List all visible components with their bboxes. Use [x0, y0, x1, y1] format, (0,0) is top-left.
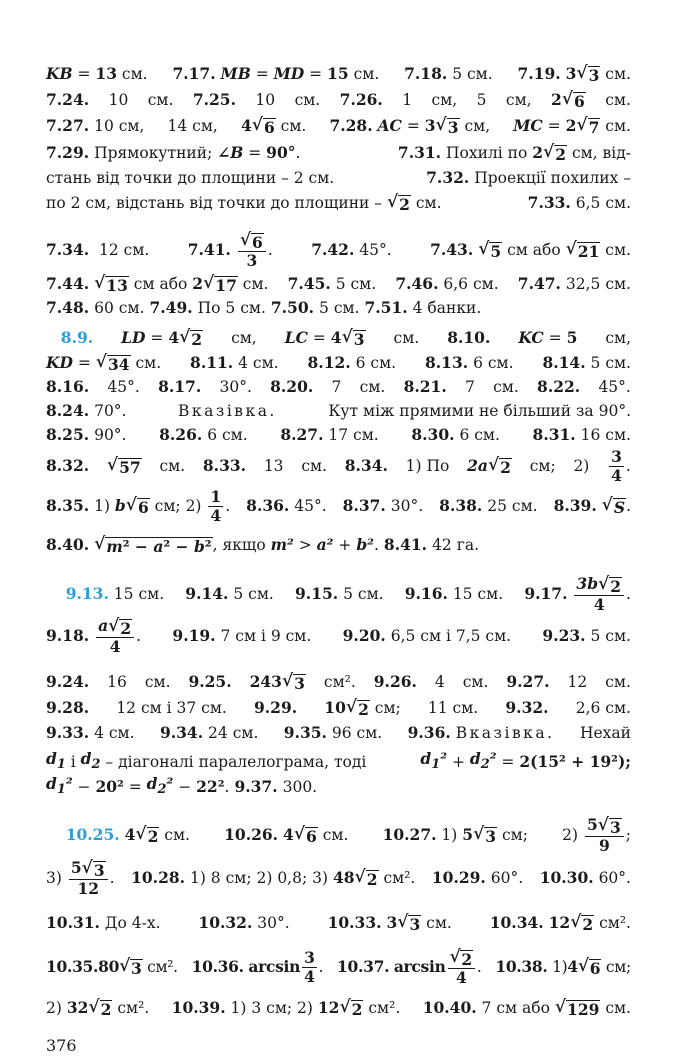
- answer-line: 8.40. √ m² − a² − b² , якщо m² > a² + b² . 8.41. 42 га.: [46, 534, 480, 556]
- answer-line: 8.35. 1) b √ 6 см; 2) $\frac{1}{4}$ . 8.36. 45°. 8.37. 30°. 8.38. 25 см. 8.39. √ S .: [46, 486, 631, 525]
- answer-line: 9.24. 16 см. 9.25. 243 √ 3 см². 9.26. 4 см. 9.27. 12 см.: [46, 671, 631, 693]
- answer-line: 9.28. 12 см і 37 см. 9.29. 10 √ 2 см; 11 см. 9.32. 2,6 см.: [46, 697, 631, 719]
- answer-line: 7.48. 60 см. 7.49. По 5 см. 7.50. 5 см. 7.51. 4 банки.: [46, 298, 482, 317]
- answer-line: 7.29. Прямокутний; ∠B = 90° . 7.31. Похилі по 2 √ 2 см, від-: [46, 142, 631, 164]
- page-number: 376: [46, 1036, 77, 1055]
- answer-line: стань від точки до площини – 2 см. 7.32. Проекції похилих –: [46, 168, 631, 187]
- answer-line: 8.24. 70°. Вказівка. Кут між прямими не більший за 90°.: [46, 401, 631, 420]
- answer-line: 7.24. 10 см. 7.25. 10 см. 7.26. 1 см, 5 см, 2 √ 6 см.: [46, 89, 631, 111]
- answer-line: 10.35. 80 √ 3 см². 10.36. arcsin $\frac{3}{4}$ . 10.37. arcsin √ 2 4 . 10.38. 1) 4 √ 6 см;: [46, 946, 631, 987]
- answer-line: 9.33. 4 см. 9.34. 24 см. 9.35. 96 см. 9.36. Вказівка. Нехай: [46, 723, 631, 742]
- answer-line: $d_1^2$ − 20² = $d_2^2$ − 22² . 9.37. 300.: [46, 774, 318, 798]
- answer-line: 10.31. До 4-х. 10.32. 30°. 10.33. 3 √ 3 см. 10.34. 12 √ 2 см².: [46, 912, 631, 934]
- answer-line: 7.34. 12 см. 7.41. √ 6 3 . 7.42. 45°. 7.43. √ 5 см або √ 21 см.: [46, 229, 631, 270]
- answer-line: 9.13. 15 см. 9.14. 5 см. 9.15. 5 см. 9.16. 15 см. 9.17. 3b √ 2 4 .: [65, 573, 631, 614]
- answer-line: 10.25. 4 √ 2 см. 10.26. 4 √ 6 см. 10.27. 1) 5 √ 3 см; 2) 5 √ 3 9 ;: [65, 814, 631, 855]
- answer-line: KB = 13 см. 7.17. MB = MD = 15 см. 7.18. 5 см. 7.19. 3 √ 3 см.: [46, 63, 631, 85]
- answer-line: 8.9. LD = 4 √ 2 см, LC = 4 √ 3 см. 8.10. KC = 5 см,: [60, 327, 631, 349]
- answer-line: 2) 32 √ 2 см². 10.39. 1) 3 см; 2) 12 √ 2 см². 10.40. 7 см або √ 129 см.: [46, 997, 631, 1019]
- answer-line: 9.18. a √ 2 4 . 9.19. 7 см і 9 см. 9.20. 6,5 см і 7,5 см. 9.23. 5 см.: [46, 615, 631, 656]
- answer-line: 8.16. 45°. 8.17. 30°. 8.20. 7 см. 8.21. 7 см. 8.22. 45°.: [46, 377, 631, 396]
- answer-line: 3) 5 √ 3 12 . 10.28. 1) 8 см; 2) 0,8; 3) 48 √ 2 см². 10.29. 60°. 10.30. 60°.: [46, 857, 631, 898]
- answer-line: KD = √ 34 см. 8.11. 4 см. 8.12. 6 см. 8.13. 6 см. 8.14. 5 см.: [46, 352, 631, 374]
- answer-line: 8.32. √ 57 см. 8.33. 13 см. 8.34. 1) По 2a √ 2 см; 2) $\frac{3}{4}$ .: [46, 446, 631, 485]
- answer-line: 7.44. √ 13 см або 2 √ 17 см. 7.45. 5 см. 7.46. 6,6 см. 7.47. 32,5 см.: [46, 273, 631, 295]
- answer-line: по 2 см, відстань від точки до площини – √ 2 см. 7.33. 6,5 см.: [46, 192, 631, 214]
- answer-line: 8.25. 90°. 8.26. 6 см. 8.27. 17 см. 8.30. 6 см. 8.31. 16 см.: [46, 425, 631, 444]
- answer-line: $d_1$ і $d_2$ – діагоналі паралелограма, тоді $d_1^2$ + $d_2^2$ = 2(15² + 19²);: [46, 749, 631, 773]
- answer-line: 7.27. 10 см, 14 см, 4 √ 6 см. 7.28. AC = 3 √ 3 см, MC = 2 √ 7 см.: [46, 115, 631, 137]
